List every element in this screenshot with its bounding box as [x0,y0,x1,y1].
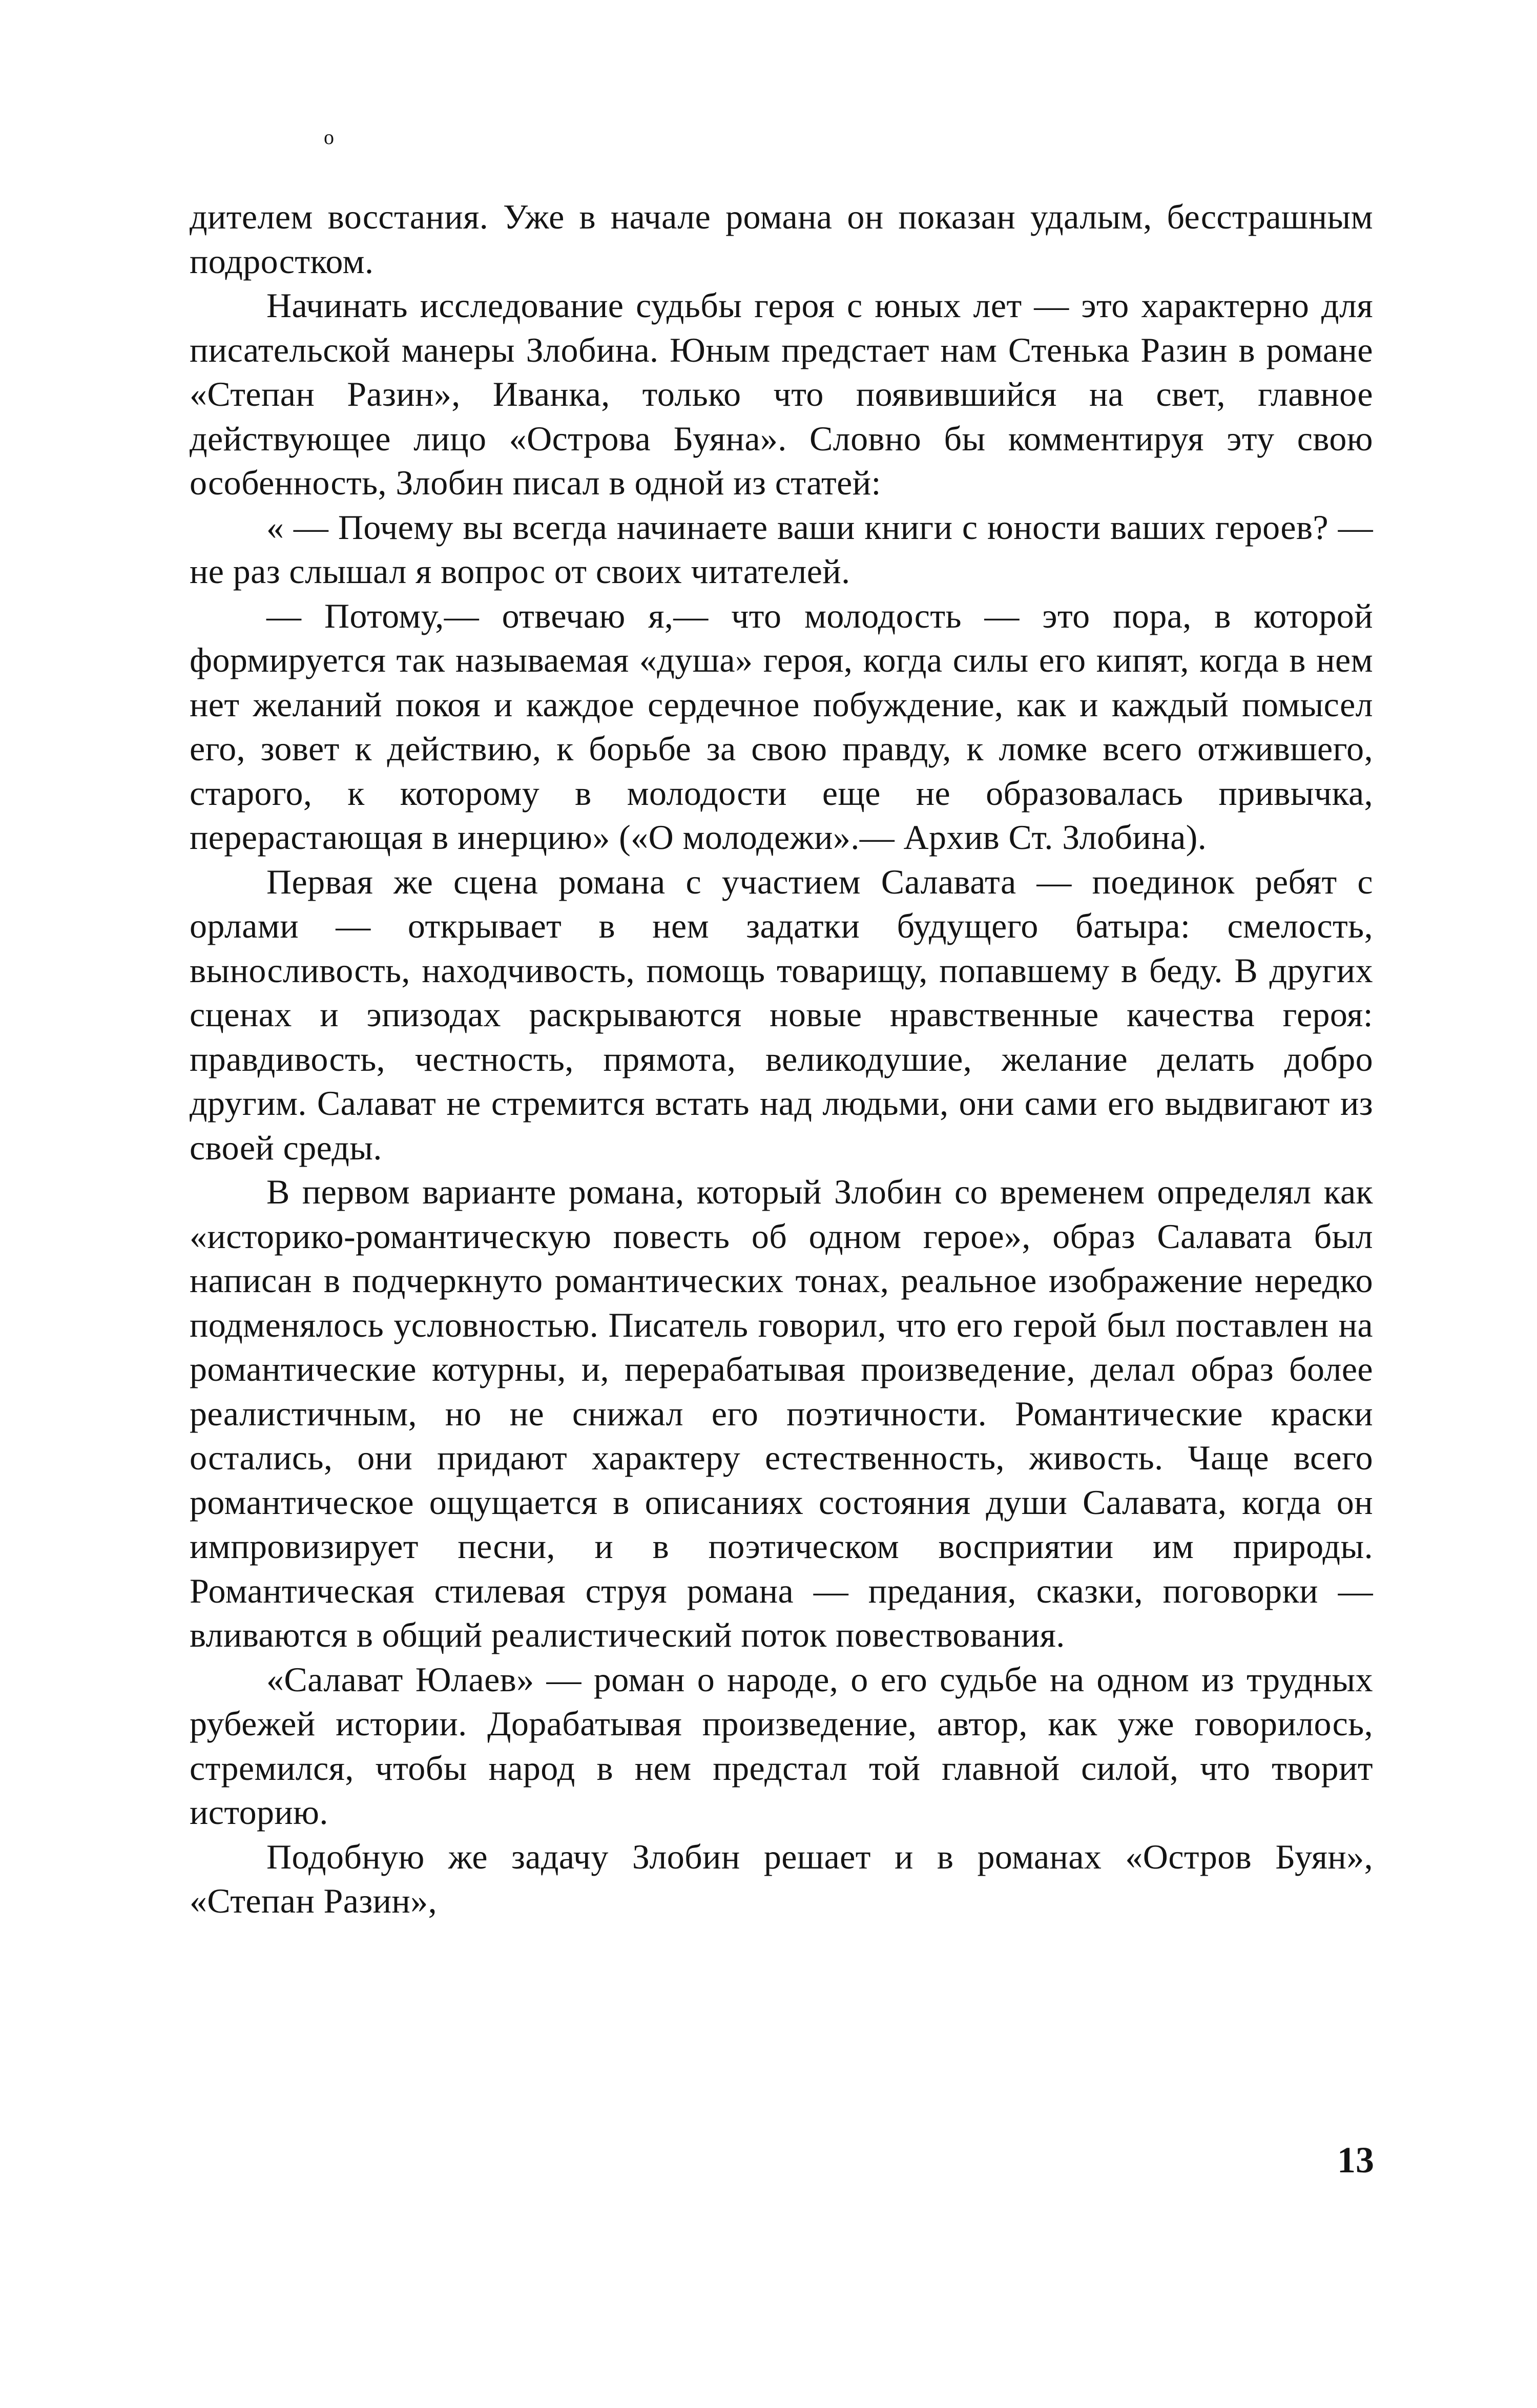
quote-paragraph: — Потому,— отвечаю я,— что молодость — это пора, в которой формируется так называемая «душа» героя, когда силы его кипят, когда в нем нет желаний покоя и каждое сердечное побуждение, как и каждый помысел его, зовет к действию, к борьбе за свою правду, к ломке всего отжившего, старого, к которому в молодости еще не образовалась привычка, перерастающая в инерцию» («О молодежи».— Архив Ст. Злобина). [190,596,1373,857]
paragraph: дителем восстания. Уже в начале романа он показан удалым, бесстрашным подростком. [190,197,1373,281]
body-text [190,195,1373,1923]
top-mark: о [324,126,334,149]
page-number: 13 [1337,2140,1374,2181]
quote-paragraph: « — Почему вы всегда начинаете ваши книги с юности ваших героев? — не раз слышал я вопрос от своих читателей. [190,507,1373,591]
paragraph: Начинать исследование судьбы героя с юных лет — это характерно для писательской манеры Злобина. Юным предстает нам Стенька Разин в романе «Степан Разин», Иванка, только что появившийся на свет, главное действующее лицо «Острова Буяна». Словно бы комментируя эту свою особенность, Злобин писал в одной из статей: [190,286,1373,502]
paragraph: В первом варианте романа, который Злобин со временем определял как «историко-романтическую повесть об одном герое», образ Салавата был написан в подчеркнуто романтических тонах, реальное изображение нередко подменялось условностью. Писатель говорил, что его герой был поставлен на романтические котурны, и, перерабатывая произведение, делал образ более реалистичным, но не снижал его поэтичности. Романтические краски остались, они придают характеру естественность, живость. Чаще всего романтическое ощущается в описаниях состояния души Салавата, когда он импровизирует песни, и в поэтическом восприятии им природы. Романтическая стилевая струя романа — предания, сказки, поговорки — вливаются в общий реалистический поток повествования. [190,1172,1373,1654]
paragraph: «Салават Юлаев» — роман о народе, о его судьбе на одном из трудных рубежей истории. Дорабатывая произведение, автор, как уже говорилось, стремился, чтобы народ в нем предстал той главной силой, что творит историю. [190,1659,1373,1832]
paragraph: Первая же сцена романа с участием Салавата — поединок ребят с орлами — открывает в нем задатки будущего батыра: смелость, выносливость, находчивость, помощь товарищу, попавшему в беду. В других сценах и эпизодах раскрываются новые нравственные качества героя: правдивость, честность, прямота, великодушие, желание делать добро другим. Салават не стремится встать над людьми, они сами его выдвигают из своей среды. [190,862,1373,1167]
paragraph: Подобную же задачу Злобин решает и в романах «Остров Буян», «Степан Разин», [190,1837,1373,1920]
